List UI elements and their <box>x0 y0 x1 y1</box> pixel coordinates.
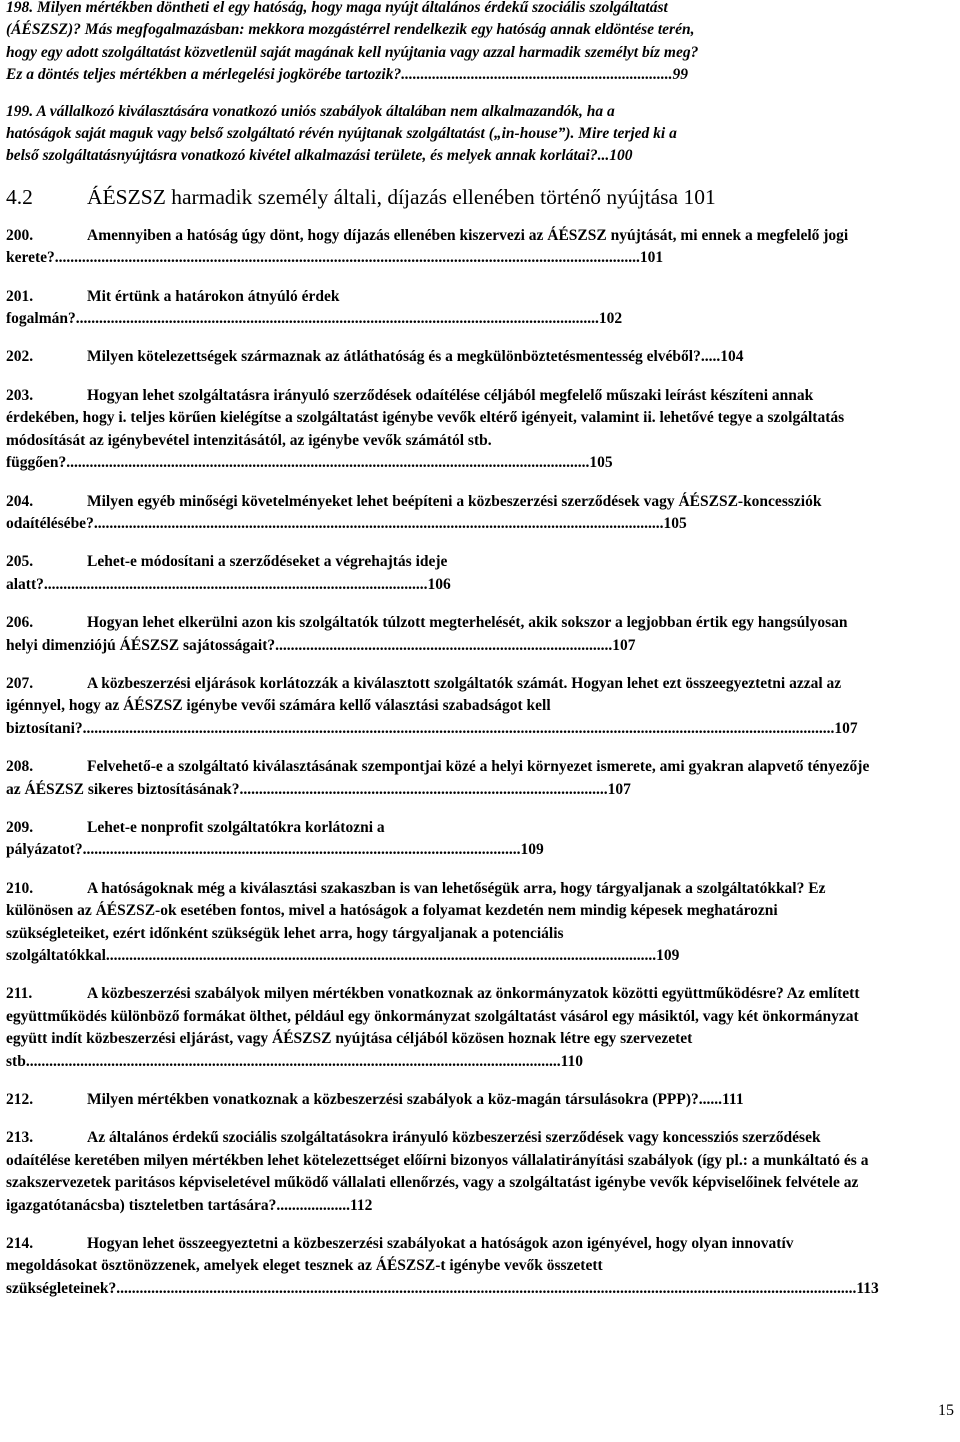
toc-entry-page: 111 <box>722 1091 744 1109</box>
toc-entry-dots: ......................................................................................................................................... <box>29 1052 561 1070</box>
toc-entry-dots: ....................................................................................................................................... <box>66 454 590 472</box>
toc-entry <box>6 346 882 368</box>
toc-entry-dots: ....................................................................................................................................................... <box>54 249 640 267</box>
toc-entry-dots: ................................................................................................... <box>43 575 428 593</box>
toc-entry <box>6 551 882 596</box>
toc-entry-page: 101 <box>639 249 664 267</box>
toc-entry-number: 212. <box>6 1091 34 1109</box>
toc-entry-list <box>6 225 882 1300</box>
toc-entry-text: Milyen mértékben vonatkoznak a közbeszerzési szabályok a köz-magán társulásokra (PPP)? <box>87 1091 699 1109</box>
section-page: 101 <box>683 184 716 209</box>
toc-entry-198-line-4 <box>6 64 882 86</box>
toc-entry-199-text-end: belső szolgáltatásnyújtásra vonatkozó kivétel alkalmazási területe, és melyek annak korlátai? <box>6 147 598 165</box>
toc-entry-199-line-1: 199. A vállalkozó kiválasztására vonatkozó uniós szabályok általában nem alkalmazandók, ha a <box>6 102 615 120</box>
toc-entry-198-page: 99 <box>672 66 688 84</box>
toc-entry-number: 208. <box>6 758 34 776</box>
toc-entry-page: 104 <box>720 348 744 366</box>
toc-entry-text: Felvehető-e a szolgáltató kiválasztásának szempontjai közé a helyi környezet ismerete, ami gyakran alapvető tényezője az ÁÉSZSZ sikeres biztosításának? <box>6 758 870 798</box>
toc-entry-dots: ...... <box>698 1091 723 1109</box>
toc-entry <box>6 1127 882 1217</box>
toc-entry-page: 107 <box>834 719 858 737</box>
toc-entry <box>6 286 882 331</box>
toc-entry-text: Hogyan lehet szolgáltatásra irányuló szerződések odaítélése céljából megfelelő műszaki leírást készíteni annak érdekében, hogy i. teljes körűen kielégítse a szolgáltatást igénybe vevők eltérő igényeit, valamint ii. lehetővé tegye a szolgáltatás módosítását az igénybevétel intenzitásától, az igénybe vevők számától stb. függően? <box>6 386 845 472</box>
toc-entry-text: Az általános érdekű szociális szolgáltatásokra irányuló közbeszerzési szerződések vagy koncessziós szerződések odaítélése keretében milyen mértékben lehet kötelezettséget előírni bizonyos vállalatirányítási szabályok (így pl.: a munkáltató és a szakszervezetek paritásos képviseletével működő vállalati ellenőrzés, vagy a szolgáltatást igénybe vevők képviselőinek felvétele az igazgatótanácsba) tiszteletben tartására? <box>6 1129 869 1214</box>
toc-entry-198 <box>6 0 882 87</box>
toc-entry-dots: ..... <box>700 348 721 366</box>
toc-entry <box>6 817 882 862</box>
toc-entry-199-line-3 <box>6 145 882 167</box>
toc-entry-dots: ....................................................................................... <box>275 636 613 654</box>
toc-entry-number: 211. <box>6 985 33 1003</box>
toc-entry-page: 109 <box>656 947 680 964</box>
toc-entry-text: Hogyan lehet elkerülni azon kis szolgáltatók túlzott megterhelését, akik sokszor a legjobban értik egy hangsúlyosan helyi dimenziójú ÁÉSZSZ sajátosságait? <box>6 614 848 654</box>
toc-entry <box>6 878 882 968</box>
toc-entry-page: 106 <box>427 575 451 593</box>
toc-entry <box>6 1233 882 1300</box>
toc-entry-198-line-3: hogy egy adott szolgáltatást közvetlenül saját magának kell nyújtania vagy azzal harmadik személyt bíz meg? <box>6 43 699 61</box>
toc-entry-page: 105 <box>663 514 687 532</box>
toc-entry <box>6 385 882 475</box>
toc-entry-page: 102 <box>598 310 623 328</box>
toc-entry-number: 202. <box>6 348 34 366</box>
toc-entry-199-page: 100 <box>609 147 633 165</box>
toc-entry-page: 107 <box>612 636 636 654</box>
toc-entry <box>6 491 882 536</box>
toc-entry-number: 201. <box>6 287 34 305</box>
toc-entry <box>6 673 882 740</box>
toc-entry-dots: ................................................................................................................. <box>82 841 521 859</box>
toc-entry-number: 200. <box>6 226 34 244</box>
toc-entry-198-dots: ...................................................................... <box>401 66 673 84</box>
toc-entry-text: Mit értünk a határokon átnyúló érdek fogalmán? <box>6 287 340 328</box>
toc-entry-number: 204. <box>6 492 34 510</box>
section-heading-4-2 <box>6 183 882 211</box>
toc-entry <box>6 612 882 657</box>
toc-entry-199-line-2: hatóságok saját maguk vagy belső szolgáltató révén nyújtanak szolgáltatást („in-house”). Mire terjed ki a <box>6 125 677 143</box>
toc-entry-dots: ................................................................................................................................................... <box>93 514 664 532</box>
toc-entry-page: 105 <box>589 454 613 472</box>
toc-entry <box>6 756 882 801</box>
toc-entry-199 <box>6 101 882 168</box>
toc-entry-text: Milyen egyéb minőségi követelményeket lehet beépíteni a közbeszerzési szerződések vagy ÁÉSZSZ-koncessziók odaítélésébe? <box>6 492 822 532</box>
toc-entry-number: 206. <box>6 614 34 632</box>
toc-entry-198-line-1: 198. Milyen mértékben döntheti el egy hatóság, hogy maga nyújt általános érdekű szociális szolgáltatást <box>6 0 668 16</box>
toc-entry-page: 113 <box>856 1279 879 1297</box>
toc-entry-number: 209. <box>6 818 34 836</box>
toc-entry-page: 109 <box>520 841 544 859</box>
toc-entry-number: 203. <box>6 386 34 404</box>
toc-entry-dots: ............................................................................................................................................................................................... <box>116 1279 857 1297</box>
section-title: ÁÉSZSZ harmadik személy általi, díjazás ellenében történő nyújtása <box>87 184 679 209</box>
toc-entry <box>6 225 882 270</box>
toc-entry-page: 112 <box>349 1196 373 1214</box>
page-number: 15 <box>938 1402 954 1419</box>
toc-entry-page: 107 <box>607 780 631 798</box>
toc-entry-page: 110 <box>560 1052 583 1070</box>
toc-entry-dots: ............................................................................................... <box>239 780 608 798</box>
toc-entry-text: Amennyiben a hatóság úgy dönt, hogy díjazás ellenében kiszervezi az ÁÉSZSZ nyújtását, mi ennek a megfelelő jogi kerete? <box>6 226 849 267</box>
toc-entry-number: 207. <box>6 674 34 692</box>
toc-entry-number: 210. <box>6 879 34 897</box>
toc-entry-number: 205. <box>6 553 34 571</box>
toc-entry-dots: ............................................................................................................................................. <box>109 947 657 964</box>
toc-entry <box>6 983 882 1073</box>
toc-entry-text: Lehet-e nonprofit szolgáltatókra korlátozni a pályázatot? <box>6 818 385 859</box>
toc-entry-199-dots: ... <box>597 147 610 165</box>
toc-entry-text: A hatóságoknak még a kiválasztási szakaszban is van lehetőségük arra, hogy tárgyaljanak a szolgáltatókkal? Ez különösen az ÁÉSZSZ-ok esetében fontos, mivel a hatóságok a folyamat kezdetén nem mindig képesek meghatározni szükségleteiket, ezért időnként szükségük lehet arra, hogy tárgyaljanak a potenciális szolgáltatókkal. <box>6 879 826 964</box>
toc-entry-text: Milyen kötelezettségek származnak az átláthatóság és a megkülönböztetésmentesség elvéből? <box>87 348 701 366</box>
toc-entry-dots: .................................................................................................................................................................................................. <box>82 719 835 737</box>
toc-entry <box>6 1089 882 1111</box>
toc-entry-198-text-end: Ez a döntés teljes mértékben a mérlegelési jogkörébe tartozik? <box>6 66 402 84</box>
section-number: 4.2 <box>6 184 33 209</box>
toc-entry-text: A közbeszerzési eljárások korlátozzák a kiválasztott szolgáltatók számát. Hogyan lehet ezt összeegyeztetni azzal az igénnyel, hogy az ÁÉSZSZ igénybe vevői számára kellő választási szabadságot kell biztosítani? <box>6 674 842 737</box>
toc-entry-dots: ................... <box>276 1196 350 1214</box>
toc-entry-text: Lehet-e módosítani a szerződéseket a végrehajtás ideje alatt? <box>6 553 448 593</box>
toc-entry-dots: ....................................................................................................................................... <box>75 310 599 328</box>
table-of-contents <box>6 0 882 1316</box>
toc-entry-number: 214. <box>6 1235 34 1253</box>
toc-entry-text: Hogyan lehet összeegyeztetni a közbeszerzési szabályokat a hatóságok azon igényével, hogy olyan innovatív megoldásokat ösztönözzenek, amelyek eleget tesznek az ÁÉSZSZ-t igénybe vevők összetett szükségleteinek? <box>6 1235 794 1297</box>
toc-entry-198-line-2: (ÁÉSZSZ)? Más megfogalmazásban: mekkora mozgástérrel rendelkezik egy hatóság annak eldöntése terén, <box>6 21 695 39</box>
toc-entry-number: 213. <box>6 1129 34 1147</box>
toc-entry-text: A közbeszerzési szabályok milyen mértékben vonatkoznak az önkormányzatok közötti együttműködésre? Az említett együttműködés különböző formákat ölthet, például egy önkormányzat szolgáltatást vásárol egy másiktól, vagy két önkormányzat együtt indít közbeszerzési eljárást, vagy ÁÉSZSZ nyújtása céljából közösen hoznak létre egy szervezetet stb. <box>6 985 860 1070</box>
